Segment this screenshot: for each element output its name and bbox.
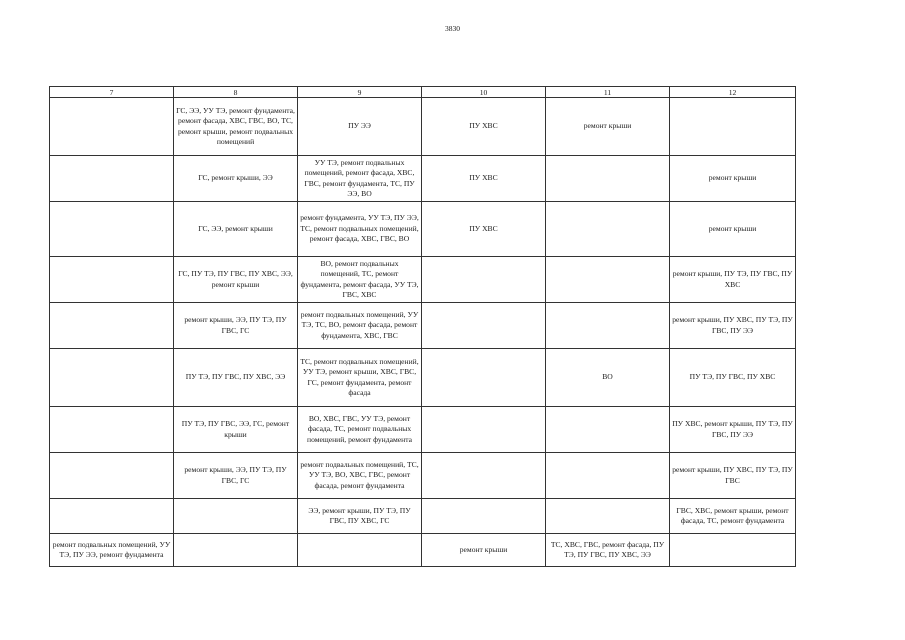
header-cell-8: 8 [174,87,298,98]
table-cell: ремонт подвальных помещений, УУ ТЭ, ПУ ЭЭ, ремонт фундамента [50,534,174,567]
table-cell: ПУ ХВС [422,98,546,156]
table-row [50,407,796,453]
table-cell [546,202,670,257]
table-cell [50,499,174,534]
table-row [50,349,796,407]
table-cell [546,303,670,349]
table-cell [546,156,670,202]
page-number: 3830 [445,24,460,33]
table-cell: ПУ ТЭ, ПУ ГВС, ЭЭ, ГС, ремонт крыши [174,407,298,453]
table-cell: ГС, ЭЭ, ремонт крыши [174,202,298,257]
table-cell: ремонт крыши [670,156,796,202]
table-cell [298,534,422,567]
table-cell: ПУ ХВС [422,156,546,202]
table-cell: ремонт подвальных помещений, УУ ТЭ, ТС, ВО, ремонт фасада, ремонт фундамента, ХВС, ГВС [298,303,422,349]
table-cell [422,407,546,453]
table-cell [422,453,546,499]
table-cell: ВО, ХВС, ГВС, УУ ТЭ, ремонт фасада, ТС, ремонт подвальных помещений, ремонт фундамента [298,407,422,453]
table-cell [50,156,174,202]
table-cell: ТС, ХВС, ГВС, ремонт фасада, ПУ ТЭ, ПУ ГВС, ПУ ХВС, ЭЭ [546,534,670,567]
table-cell [546,407,670,453]
table-cell [422,257,546,303]
header-cell-7: 7 [50,87,174,98]
table-cell: ТС, ремонт подвальных помещений, УУ ТЭ, ремонт крыши, ХВС, ГВС, ГС, ремонт фундамента, ремонт фасада [298,349,422,407]
table-row [50,202,796,257]
table-row [50,453,796,499]
table-cell [174,534,298,567]
table-cell: ГС, ЭЭ, УУ ТЭ, ремонт фундамента, ремонт фасада, ХВС, ГВС, ВО, ТС, ремонт крыши, ремонт подвальных помещений [174,98,298,156]
table-row [50,98,796,156]
table-row [50,499,796,534]
table-cell: ремонт крыши, ПУ ХВС, ПУ ТЭ, ПУ ГВС, ПУ ЭЭ [670,303,796,349]
table-cell: ЭЭ, ремонт крыши, ПУ ТЭ, ПУ ГВС, ПУ ХВС, ГС [298,499,422,534]
table-cell: ПУ ТЭ, ПУ ГВС, ПУ ХВС, ЭЭ [174,349,298,407]
table-cell: ремонт крыши, ПУ ХВС, ПУ ТЭ, ПУ ГВС [670,453,796,499]
table-cell: ПУ ЭЭ [298,98,422,156]
table-cell: ремонт подвальных помещений, ТС, УУ ТЭ, ВО, ХВС, ГВС, ремонт фасада, ремонт фундамента [298,453,422,499]
table-cell: ПУ ТЭ, ПУ ГВС, ПУ ХВС [670,349,796,407]
table-cell [50,257,174,303]
table-cell [50,303,174,349]
table-cell [50,349,174,407]
table-cell: ремонт крыши [422,534,546,567]
table-cell [422,303,546,349]
table-cell [422,499,546,534]
table-cell: ГВС, ХВС, ремонт крыши, ремонт фасада, ТС, ремонт фундамента [670,499,796,534]
table-cell [174,499,298,534]
table-cell: ремонт крыши [546,98,670,156]
table-cell [50,98,174,156]
table-cell [670,98,796,156]
table-cell [50,202,174,257]
table-cell: ремонт фундамента, УУ ТЭ, ПУ ЭЭ, ТС, ремонт подвальных помещений, ремонт фасада, ХВС, ГВС, ВО [298,202,422,257]
table-cell [670,534,796,567]
table-cell [422,349,546,407]
works-table [49,86,796,567]
table-row [50,303,796,349]
table-cell [546,499,670,534]
header-cell-11: 11 [546,87,670,98]
header-row [50,87,796,98]
table-cell: ПУ ХВС [422,202,546,257]
table-cell: ГС, ПУ ТЭ, ПУ ГВС, ПУ ХВС, ЭЭ, ремонт крыши [174,257,298,303]
table-cell: ремонт крыши, ЭЭ, ПУ ТЭ, ПУ ГВС, ГС [174,303,298,349]
table-cell: ремонт крыши [670,202,796,257]
table-cell [546,453,670,499]
header-cell-9: 9 [298,87,422,98]
table-row [50,534,796,567]
table-cell: ГС, ремонт крыши, ЭЭ [174,156,298,202]
table-cell: ремонт крыши, ПУ ТЭ, ПУ ГВС, ПУ ХВС [670,257,796,303]
table-cell [546,257,670,303]
table-row [50,257,796,303]
table-cell [50,453,174,499]
table-cell: УУ ТЭ, ремонт подвальных помещений, ремонт фасада, ХВС, ГВС, ремонт фундамента, ТС, ПУ ЭЭ, ВО [298,156,422,202]
table-cell: ВО, ремонт подвальных помещений, ТС, ремонт фундамента, ремонт фасада, УУ ТЭ, ГВС, ХВС [298,257,422,303]
header-cell-12: 12 [670,87,796,98]
table-cell: ремонт крыши, ЭЭ, ПУ ТЭ, ПУ ГВС, ГС [174,453,298,499]
table-cell [50,407,174,453]
table-cell: ВО [546,349,670,407]
table-row [50,156,796,202]
table-cell: ПУ ХВС, ремонт крыши, ПУ ТЭ, ПУ ГВС, ПУ ЭЭ [670,407,796,453]
header-cell-10: 10 [422,87,546,98]
